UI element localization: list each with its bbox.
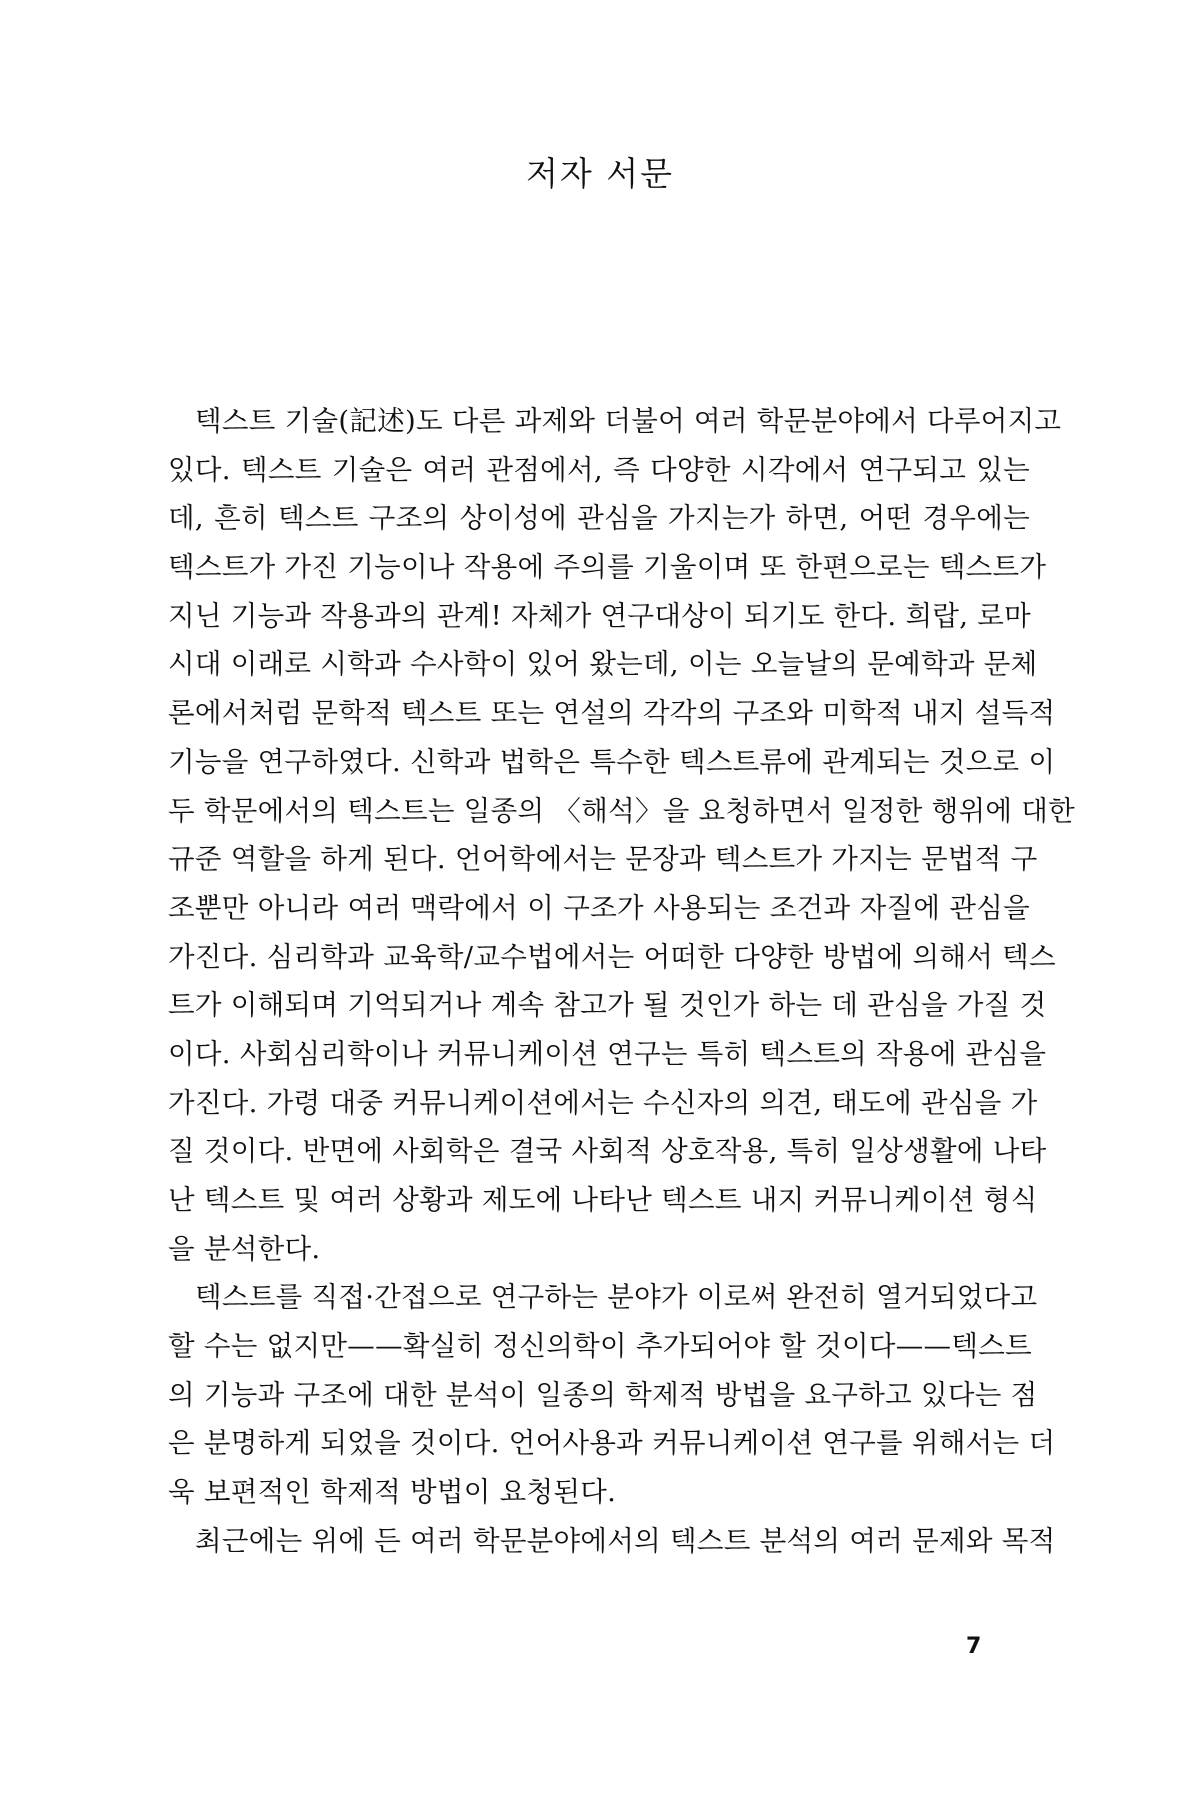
text-line: 이다. 사회심리학이나 커뮤니케이션 연구는 특히 텍스트의 작용에 관심을 xyxy=(168,1037,1047,1070)
page-title: 저자 서문 xyxy=(525,154,674,193)
text-line: 텍스트 기술(記述)도 다른 과제와 더불어 여러 학문분야에서 다루어지고 xyxy=(195,405,1062,437)
text-line: 트가 이해되며 기억되거나 계속 참고가 될 것인가 하는 데 관심을 가질 것 xyxy=(168,989,1047,1022)
text-line: 은 분명하게 되었을 것이다. 언어사용과 커뮤니케이션 연구를 위해서는 더 xyxy=(168,1427,1056,1460)
text-line: 있다. 텍스트 기술은 여러 관점에서, 즉 다양한 시각에서 연구되고 있는 xyxy=(168,453,1030,486)
text-line: 욱 보편적인 학제적 방법이 요청된다. xyxy=(168,1476,617,1509)
text-line: 두 학문에서의 텍스트는 일종의 〈해석〉을 요청하면서 일정한 행위에 대한 xyxy=(168,794,1076,827)
text-line: 텍스트가 가진 기능이나 작용에 주의를 기울이며 또 한편으로는 텍스트가 xyxy=(168,551,1047,584)
text-line: 조뿐만 아니라 여러 맥락에서 이 구조가 사용되는 조건과 자질에 관심을 xyxy=(168,891,1030,924)
paragraph-1 xyxy=(168,397,1076,1273)
text-line: 데, 흔히 텍스트 구조의 상이성에 관심을 가지는가 하면, 어떤 경우에는 xyxy=(168,502,1030,535)
text-line: 을 분석한다. xyxy=(168,1232,321,1265)
text-line: 지닌 기능과 작용과의 관계! 자체가 연구대상이 되기도 한다. 희랍, 로마 xyxy=(168,599,1032,632)
text-line: 가진다. 심리학과 교육학/교수법에서는 어떠한 다양한 방법에 의해서 텍스 xyxy=(168,940,1056,973)
text-line: 할 수는 없지만——확실히 정신의학이 추가되어야 할 것이다——텍스트 xyxy=(168,1330,1032,1363)
text-line: 최근에는 위에 든 여러 학문분야에서의 텍스트 분석의 여러 문제와 목적 xyxy=(195,1524,1056,1557)
text-line: 시대 이래로 시학과 수사학이 있어 왔는데, 이는 오늘날의 문예학과 문체 xyxy=(168,648,1038,681)
text-line: 규준 역할을 하게 된다. 언어학에서는 문장과 텍스트가 가지는 문법적 구 xyxy=(168,843,1038,876)
text-line: 가진다. 가령 대중 커뮤니케이션에서는 수신자의 의견, 태도에 관심을 가 xyxy=(168,1086,1038,1119)
body-text xyxy=(168,397,1076,1566)
page-number: 7 xyxy=(966,1634,982,1659)
text-line: 의 기능과 구조에 대한 분석이 일종의 학제적 방법을 요구하고 있다는 점 xyxy=(168,1378,1038,1411)
text-line: 질 것이다. 반면에 사회학은 결국 사회적 상호작용, 특히 일상생활에 나타 xyxy=(168,1135,1047,1168)
text-line: 텍스트를 직접·간접으로 연구하는 분야가 이로써 완전히 열거되었다고 xyxy=(195,1281,1038,1314)
text-line: 난 텍스트 및 여러 상황과 제도에 나타난 텍스트 내지 커뮤니케이션 형식 xyxy=(168,1184,1038,1216)
text-line: 론에서처럼 문학적 텍스트 또는 연설의 각각의 구조와 미학적 내지 설득적 xyxy=(168,697,1056,730)
text-line: 기능을 연구하였다. 신학과 법학은 특수한 텍스트류에 관계되는 것으로 이 xyxy=(168,745,1056,778)
paragraph-2 xyxy=(168,1273,1056,1516)
paragraph-3 xyxy=(168,1517,1056,1566)
